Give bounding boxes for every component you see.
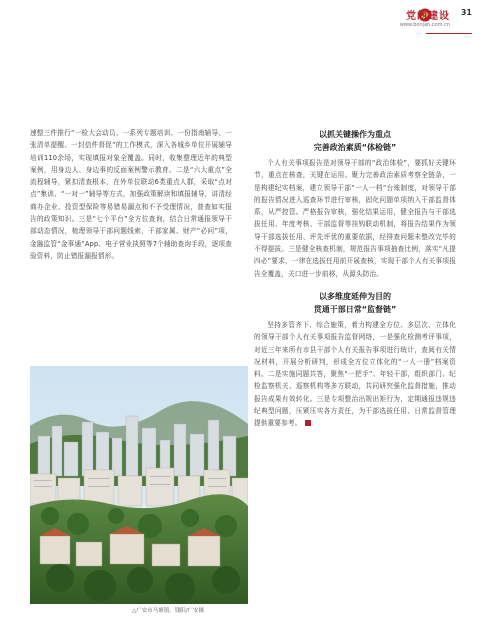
section1-heading-line1: 以抓关键操作为重点 xyxy=(319,130,391,139)
section2-heading-line2: 贯通干部日常“监督链” xyxy=(313,304,397,314)
masthead xyxy=(312,6,472,48)
left-paragraph: 速整三件推行“一检大会动员、一系列专题培训、一份指南辅导、一张清单提醒、一封信件督促”的工作模式，深入各城乡单位开展辅导培训110余场，实现填报对象全覆盖。同时，收集整理近年的典型案例，用身边人、身边事的反面案例警示教育。二是“六大重点”全流程辅导，紧扣清查根本，在外单位联动6类重点人群，采取“点对点”集训、“一对一”辅导等方式，加强政策解读和填报辅导，讲清经商办企业、投资型保险等易错易漏点和不予受理情况，普查如实报告的政策知识。三是“七个平台”全方位查询，结合日常通报领导干部动态情况，梳理领导干部问题线索，干部家属、财产“必问”项，金融监管“金事通”App、电子营业执照等7个辅助查询手段，逐项查验资料，防止错报漏报情形。 xyxy=(30,129,232,260)
left-column xyxy=(30,127,232,262)
section1-paragraph: 个人有关事项报告是对领导干部的“政治体检”，要抓好关键环节，重点在核查，关键在运用。聚力完善政治素质考察全链条，一是构建纪实档案，建立领导干部“一人一档”台账制度，对领导干部的报告情况进入巡查环节进行审核，固化问题单项纳入干部监督体系，从严控管。严格报告审核，强化结果运用，健全报告与干部选拔任用、年度考核、干部监督等挂钩联动机制，将报告结果作为领导干部选拔任用、评先评优的重要依据，经排查问题未整改完毕的不得提拔。三是健全核查机制，规范报告事项抽查比例，落实“凡提四必”要求，一律在选拔任用前开展查核，实现干部个人有关事项报告全覆盖，关口进一步前移，从源头防治。 xyxy=(254,159,456,278)
page-number: 31 xyxy=(460,8,472,17)
end-mark-icon xyxy=(305,420,311,426)
section2-heading-line1: 以多维度延伸为目的 xyxy=(319,291,391,301)
magazine-logo: 党的建设 xyxy=(406,11,450,22)
section2-paragraph: 坚持多管齐下、综合施策，着力构建全方位、多层次、立体化的领导干部个人有关事项报告监督网络，一是强化检测考评事项，对近三年来所有市县干部个人有关报告事项进行统计，查阅有关情况材料，开展分析研判，形成全方位立体化的“一人一册”档案资料。二是实施同题共答，聚焦“一把手”、年轻干部，组织部门、纪检监察机关、巡察机构等多方联动，共同研究强化监督措施，推动报告成果有效转化。三是专项整治出规出矩行为，定期通报违规违纪典型问题，压紧压实各方责任，为干部选拔任用、日常监督管理提供重要参考。 xyxy=(254,320,456,428)
town-photo-image xyxy=(30,366,248,604)
photo-caption: △广安市马塘镇。钱阳/广安摄 xyxy=(132,608,205,614)
section1-heading-line2: 完善政治素质“体检链” xyxy=(313,143,397,152)
magazine-url: www.bonjan.com.cn xyxy=(399,22,450,28)
right-column xyxy=(254,128,456,430)
section2-paragraph-wrapper xyxy=(254,319,456,430)
header-rule xyxy=(426,33,472,34)
town-photo xyxy=(30,366,248,604)
